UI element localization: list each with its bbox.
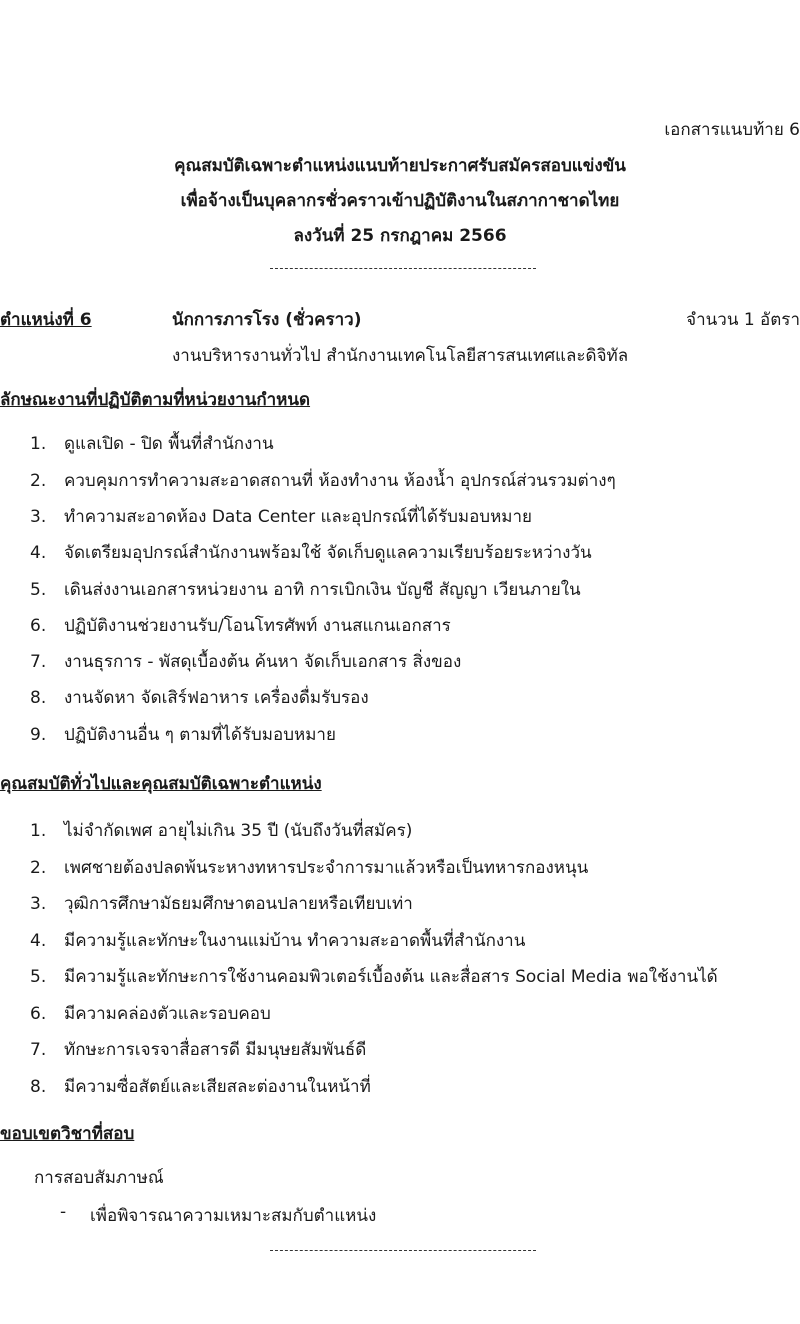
qualifications-heading: คุณสมบัติทั่วไปและคุณสมบัติเฉพาะตำแหน่ง bbox=[0, 774, 322, 794]
list-item: 1. ดูแลเปิด - ปิด พื้นที่สำนักงาน bbox=[30, 434, 274, 454]
divider-top bbox=[270, 268, 536, 269]
exam-type: การสอบสัมภาษณ์ bbox=[34, 1168, 164, 1188]
list-item: 3. วุฒิการศึกษามัธยมศึกษาตอนปลายหรือเทียบเท่า bbox=[30, 894, 413, 914]
list-item: 4. จัดเตรียมอุปกรณ์สำนักงานพร้อมใช้ จัดเก็บดูแลความเรียบร้อยระหว่างวัน bbox=[30, 543, 592, 563]
list-item: 2. เพศชายต้องปลดพ้นระหางทหารประจำการมาแล้วหรือเป็นทหารกองหนุน bbox=[30, 858, 589, 878]
duties-heading: ลักษณะงานที่ปฏิบัติตามที่หน่วยงานกำหนด bbox=[0, 390, 311, 410]
position-unit: งานบริหารงานทั่วไป สำนักงานเทคโนโลยีสารสนเทศและดิจิทัล bbox=[172, 346, 629, 366]
document-title-line-2: เพื่อจ้างเป็นบุคลากรชั่วคราวเข้าปฏิบัติงานในสภากาชาดไทย bbox=[180, 191, 620, 211]
position-name: นักการภารโรง (ชั่วคราว) bbox=[172, 310, 362, 330]
list-item: 7. ทักษะการเจรจาสื่อสารดี มีมนุษยสัมพันธ์ดี bbox=[30, 1040, 367, 1060]
list-item: 6. ปฏิบัติงานช่วยงานรับ/โอนโทรศัพท์ งานสแกนเอกสาร bbox=[30, 616, 451, 636]
list-item: 1. ไม่จำกัดเพศ อายุไม่เกิน 35 ปี (นับถึงวันที่สมัคร) bbox=[30, 821, 413, 841]
list-item: 7. งานธุรการ - พัสดุเบื้องต้น ค้นหา จัดเก็บเอกสาร สิ่งของ bbox=[30, 652, 462, 672]
exam-dash: - bbox=[60, 1202, 67, 1222]
list-item: 8. มีความซื่อสัตย์และเสียสละต่องานในหน้าที่ bbox=[30, 1077, 371, 1097]
divider-bottom bbox=[270, 1250, 536, 1251]
document-date: ลงวันที่ 25 กรกฎาคม 2566 bbox=[293, 226, 507, 246]
attachment-label: เอกสารแนบท้าย 6 bbox=[664, 120, 800, 140]
list-item: 9. ปฏิบัติงานอื่น ๆ ตามที่ได้รับมอบหมาย bbox=[30, 725, 336, 745]
document-title-line-1: คุณสมบัติเฉพาะตำแหน่งแนบท้ายประกาศรับสมัครสอบแข่งขัน bbox=[174, 156, 626, 176]
list-item: 3. ทำความสะอาดห้อง Data Center และอุปกรณ์ที่ได้รับมอบหมาย bbox=[30, 507, 533, 527]
position-label: ตำแหน่งที่ 6 bbox=[0, 310, 92, 330]
list-item: 4. มีความรู้และทักษะในงานแม่บ้าน ทำความสะอาดพื้นที่สำนักงาน bbox=[30, 931, 526, 951]
exam-item: เพื่อพิจารณาความเหมาะสมกับตำแหน่ง bbox=[90, 1206, 377, 1226]
list-item: 5. เดินส่งงานเอกสารหน่วยงาน อาทิ การเบิกเงิน บัญชี สัญญา เวียนภายใน bbox=[30, 580, 581, 600]
list-item: 2. ควบคุมการทำความสะอาดสถานที่ ห้องทำงาน ห้องน้ำ อุปกรณ์ส่วนรวมต่างๆ bbox=[30, 471, 616, 491]
list-item: 6. มีความคล่องตัวและรอบคอบ bbox=[30, 1004, 271, 1024]
exam-heading: ขอบเขตวิชาที่สอบ bbox=[0, 1124, 135, 1144]
list-item: 5. มีความรู้และทักษะการใช้งานคอมพิวเตอร์เบื้องต้น และสื่อสาร Social Media พอใช้งานได้ bbox=[30, 967, 718, 987]
position-quantity: จำนวน 1 อัตรา bbox=[686, 310, 800, 330]
list-item: 8. งานจัดหา จัดเสิร์ฟอาหาร เครื่องดื่มรับรอง bbox=[30, 688, 369, 708]
